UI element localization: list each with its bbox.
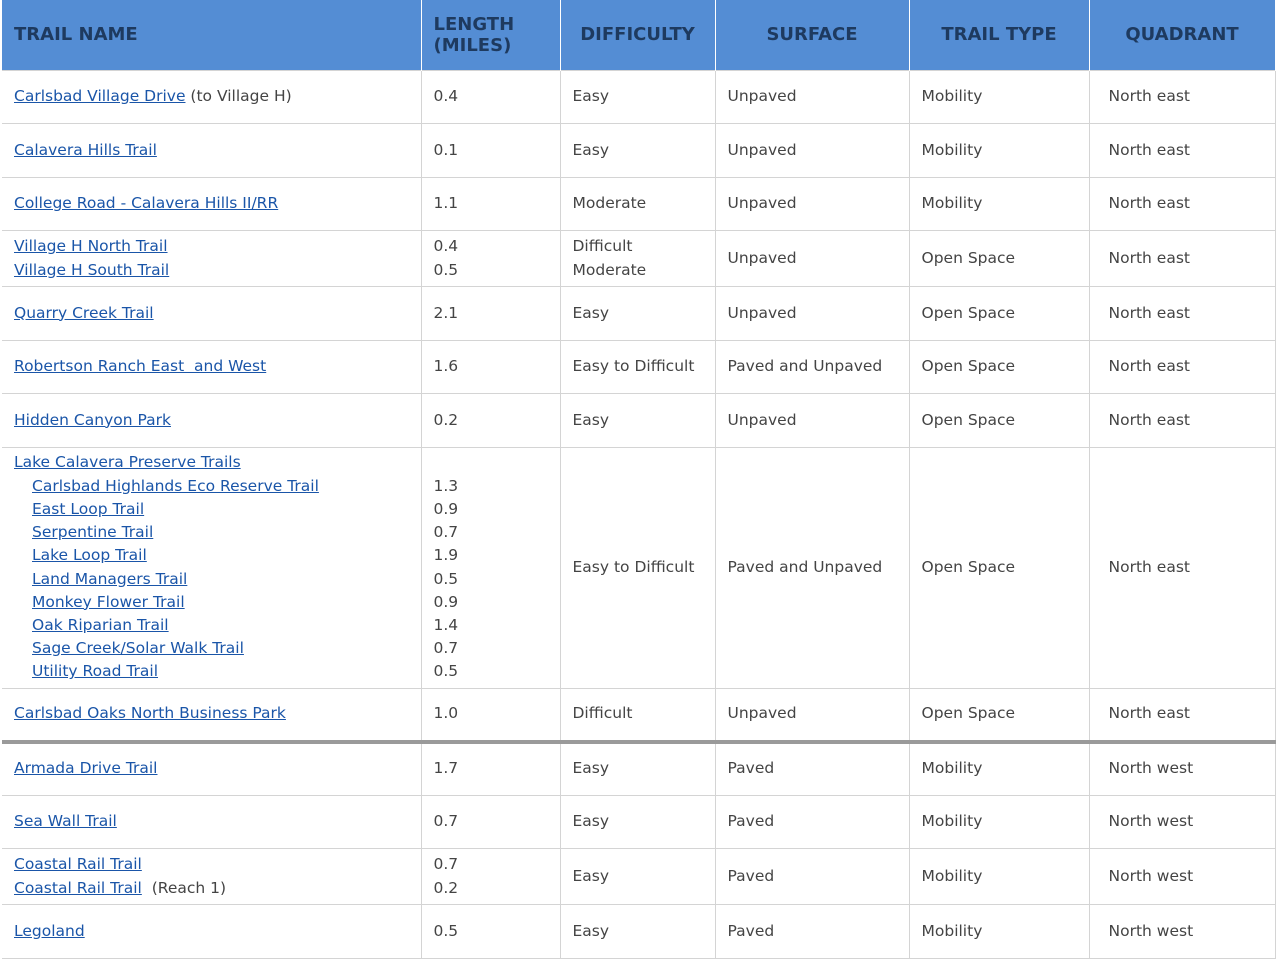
table-row [2,688,1275,742]
subtrail-link[interactable]: Serpentine Trail [32,523,154,542]
quadrant-cell: North west [1089,849,1275,905]
trails-table [2,0,1276,959]
header-trail-type: TRAIL TYPE [909,0,1089,70]
length-value: 0.4 [433,237,459,256]
header-length-line2: (MILES) [433,34,512,56]
table-row [2,177,1275,231]
length-value: 0.7 [433,639,459,658]
trail-name-cell [2,795,421,849]
difficulty-cell: Easy [560,742,715,796]
surface-cell: Unpaved [715,231,909,287]
difficulty-cell: Moderate [560,177,715,231]
length-value: 0.9 [433,592,459,611]
difficulty-cell: Easy to Difficult [560,340,715,394]
length-cell: 0.2 [421,394,560,448]
trail-name-cell [2,688,421,742]
length-cell: 0.7 [421,795,560,849]
trail-link[interactable]: Village H South Trail [14,260,170,279]
trail-type-cell: Mobility [909,795,1089,849]
length-value: 0.7 [433,523,459,542]
surface-cell: Paved [715,905,909,959]
length-value: 0.5 [433,260,459,279]
difficulty-value: Moderate [572,260,647,279]
table-row [2,905,1275,959]
subtrail-link[interactable]: Utility Road Trail [32,662,159,681]
quadrant-cell: North west [1089,905,1275,959]
trail-link[interactable]: Coastal Rail Trail [14,855,142,874]
table-row [2,394,1275,448]
difficulty-cell: Easy [560,849,715,905]
length-cell: 1.7 [421,742,560,796]
trail-type-cell: Open Space [909,287,1089,341]
header-quadrant: QUADRANT [1089,0,1275,70]
surface-cell: Paved [715,742,909,796]
length-cell: 1.0 [421,688,560,742]
length-cell: 0.4 [421,70,560,124]
trail-link[interactable]: Carlsbad Village Drive [14,87,186,106]
table-row [2,447,1275,688]
quadrant-cell: North east [1089,340,1275,394]
subtrail-link[interactable]: Sage Creek/Solar Walk Trail [32,639,244,658]
trail-link[interactable]: Armada Drive Trail [14,759,158,778]
surface-cell: Paved and Unpaved [715,447,909,688]
table-row [2,231,1275,287]
quadrant-cell: North east [1089,447,1275,688]
trail-link[interactable]: Coastal Rail Trail [14,878,142,897]
quadrant-cell: North east [1089,394,1275,448]
length-value: 0.5 [433,569,459,588]
length-cell: 0.1 [421,124,560,178]
trail-name-cell [2,231,421,287]
surface-cell: Unpaved [715,124,909,178]
length-value: 0.9 [433,499,459,518]
length-cell: 1.6 [421,340,560,394]
trail-type-cell: Open Space [909,231,1089,287]
table-row [2,124,1275,178]
header-surface: SURFACE [715,0,909,70]
trail-name-cell [2,124,421,178]
trail-type-cell: Mobility [909,742,1089,796]
surface-cell: Paved and Unpaved [715,340,909,394]
subtrail-link[interactable]: East Loop Trail [32,499,145,518]
trail-link[interactable]: Carlsbad Oaks North Business Park [14,704,286,723]
length-value: 1.4 [433,615,459,634]
header-length [421,0,560,70]
trail-type-cell: Open Space [909,340,1089,394]
length-cell: 1.1 [421,177,560,231]
quadrant-cell: North east [1089,231,1275,287]
length-spacer [434,451,548,474]
quadrant-cell: North east [1089,688,1275,742]
difficulty-cell: Easy [560,70,715,124]
length-cell [421,849,560,905]
subtrail-link[interactable]: Oak Riparian Trail [32,615,169,634]
subtrail-link[interactable]: Carlsbad Highlands Eco Reserve Trail [32,476,319,495]
table-row [2,849,1275,905]
trail-name-cell [2,447,421,688]
trail-type-cell: Mobility [909,177,1089,231]
difficulty-cell: Easy [560,795,715,849]
subtrail-link[interactable]: Land Managers Trail [32,569,188,588]
trail-name-cell [2,394,421,448]
length-value: 0.2 [433,878,459,897]
trail-note: (Reach 1) [151,878,227,897]
trail-type-cell: Mobility [909,70,1089,124]
trail-link[interactable]: Village H North Trail [14,237,168,256]
trail-type-cell: Mobility [909,124,1089,178]
difficulty-cell: Easy [560,905,715,959]
length-value: 1.3 [433,476,459,495]
surface-cell: Unpaved [715,70,909,124]
trail-type-cell: Mobility [909,849,1089,905]
table-row [2,340,1275,394]
trail-type-cell: Open Space [909,447,1089,688]
trail-link[interactable]: Quarry Creek Trail [14,303,154,322]
table-row [2,287,1275,341]
trail-link[interactable]: Legoland [14,921,85,940]
difficulty-cell [560,231,715,287]
length-cell [421,447,560,688]
trail-link[interactable]: College Road - Calavera Hills II/RR [14,194,279,213]
trail-type-cell: Mobility [909,905,1089,959]
difficulty-cell: Easy [560,394,715,448]
quadrant-cell: North west [1089,742,1275,796]
trail-name-cell [2,742,421,796]
trail-line [14,877,409,900]
trail-name-cell [2,287,421,341]
header-difficulty: DIFFICULTY [560,0,715,70]
trail-link[interactable]: Calavera Hills Trail [14,140,157,159]
difficulty-cell: Difficult [560,688,715,742]
length-cell [421,231,560,287]
length-cell: 0.5 [421,905,560,959]
subtrail-link[interactable]: Lake Loop Trail [32,546,147,565]
trail-name-cell [2,849,421,905]
trail-link[interactable]: Robertson Ranch East and West [14,357,267,376]
trail-name-cell [2,70,421,124]
trail-name-cell [2,177,421,231]
quadrant-cell: North east [1089,287,1275,341]
quadrant-cell: North east [1089,177,1275,231]
difficulty-cell: Easy [560,287,715,341]
subtrail-link[interactable]: Monkey Flower Trail [32,592,185,611]
table-row [2,70,1275,124]
trail-link[interactable]: Lake Calavera Preserve Trails [14,453,241,472]
length-cell: 2.1 [421,287,560,341]
trail-note: (to Village H) [190,87,292,106]
surface-cell: Unpaved [715,394,909,448]
header-trail-name: TRAIL NAME [2,0,421,70]
length-value: 1.9 [433,546,459,565]
surface-cell: Paved [715,795,909,849]
quadrant-cell: North east [1089,70,1275,124]
quadrant-cell: North east [1089,124,1275,178]
table-row [2,742,1275,796]
trail-link[interactable]: Hidden Canyon Park [14,410,171,429]
surface-cell: Unpaved [715,177,909,231]
table-row [2,795,1275,849]
surface-cell: Unpaved [715,688,909,742]
trail-type-cell: Open Space [909,688,1089,742]
trail-type-cell: Open Space [909,394,1089,448]
trail-link[interactable]: Sea Wall Trail [14,812,117,831]
trail-name-cell [2,340,421,394]
header-row [2,0,1275,70]
surface-cell: Unpaved [715,287,909,341]
surface-cell: Paved [715,849,909,905]
quadrant-cell: North west [1089,795,1275,849]
trail-name-cell [2,905,421,959]
difficulty-cell: Easy [560,124,715,178]
difficulty-value: Difficult [572,237,633,256]
header-length-line1: LENGTH [433,13,515,35]
length-value: 0.5 [433,662,459,681]
difficulty-cell: Easy to Difficult [560,447,715,688]
length-value: 0.7 [433,855,459,874]
